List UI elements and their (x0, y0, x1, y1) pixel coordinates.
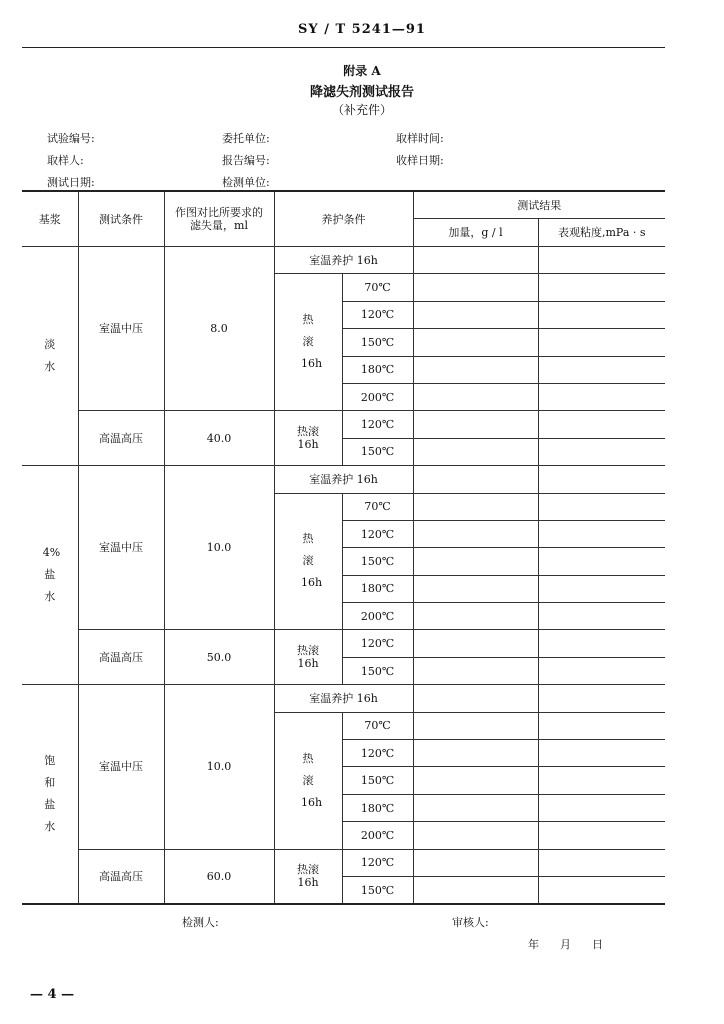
result-dosage[interactable] (413, 575, 538, 602)
standard-number: SY / T 5241—91 (298, 22, 426, 37)
result-dosage[interactable] (413, 493, 538, 520)
result-viscosity[interactable] (538, 493, 665, 520)
result-dosage[interactable] (413, 356, 538, 383)
result-viscosity[interactable] (538, 466, 665, 493)
cure-hot-roll-short: 热滚 16h (274, 630, 342, 685)
reviewer-label: 审核人: (452, 916, 489, 929)
result-viscosity[interactable] (538, 356, 665, 383)
condition-medium-pressure: 室温中压 (78, 466, 164, 630)
loss-high: 50.0 (164, 630, 274, 685)
result-dosage[interactable] (413, 712, 538, 739)
condition-medium-pressure: 室温中压 (78, 247, 164, 411)
result-dosage[interactable] (413, 630, 538, 657)
result-viscosity[interactable] (538, 657, 665, 684)
loss-high: 40.0 (164, 411, 274, 466)
cure-room-temp: 室温养护 16h (274, 247, 413, 274)
result-dosage[interactable] (413, 794, 538, 821)
temp-cell: 70℃ (342, 274, 413, 301)
result-viscosity[interactable] (538, 438, 665, 465)
cure-room-temp: 室温养护 16h (274, 685, 413, 712)
result-dosage[interactable] (413, 466, 538, 493)
temp-cell: 200℃ (342, 383, 413, 410)
result-viscosity[interactable] (538, 849, 665, 876)
temp-cell: 70℃ (342, 712, 413, 739)
header-base: 基浆 (22, 191, 78, 247)
result-dosage[interactable] (413, 849, 538, 876)
result-viscosity[interactable] (538, 383, 665, 410)
result-dosage[interactable] (413, 548, 538, 575)
cure-room-temp: 室温养护 16h (274, 466, 413, 493)
sampler-label: 取样人: (47, 154, 84, 167)
temp-cell: 70℃ (342, 493, 413, 520)
condition-high-pressure: 高温高压 (78, 411, 164, 466)
temp-cell: 120℃ (342, 411, 413, 438)
result-dosage[interactable] (413, 301, 538, 328)
result-viscosity[interactable] (538, 274, 665, 301)
result-viscosity[interactable] (538, 603, 665, 630)
result-dosage[interactable] (413, 411, 538, 438)
temp-cell: 120℃ (342, 740, 413, 767)
result-dosage[interactable] (413, 603, 538, 630)
temp-cell: 200℃ (342, 822, 413, 849)
result-dosage[interactable] (413, 657, 538, 684)
test-no-label: 试验编号: (47, 132, 95, 145)
base-fresh-water: 淡水 (22, 247, 78, 466)
document-title: 降滤失剂测试报告 (309, 85, 414, 100)
result-dosage[interactable] (413, 383, 538, 410)
base-saturated-brine: 饱和盐水 (22, 685, 78, 905)
sample-time-label: 取样时间: (396, 132, 444, 145)
test-unit-label: 检测单位: (222, 176, 270, 189)
page-number: — 4 — (30, 987, 75, 1002)
appendix-label: 附录 A (343, 64, 381, 78)
result-viscosity[interactable] (538, 411, 665, 438)
result-viscosity[interactable] (538, 794, 665, 821)
temp-cell: 150℃ (342, 876, 413, 904)
result-viscosity[interactable] (538, 712, 665, 739)
condition-medium-pressure: 室温中压 (78, 685, 164, 849)
result-viscosity[interactable] (538, 767, 665, 794)
temp-cell: 120℃ (342, 301, 413, 328)
result-viscosity[interactable] (538, 575, 665, 602)
result-viscosity[interactable] (538, 685, 665, 712)
header-loss-requirement: 作图对比所要求的滤失量，ml (164, 191, 274, 247)
temp-cell: 150℃ (342, 657, 413, 684)
temp-cell: 180℃ (342, 356, 413, 383)
date-label: 年 月 日 (528, 938, 603, 951)
result-viscosity[interactable] (538, 822, 665, 849)
loss-medium: 10.0 (164, 685, 274, 849)
header-result: 测试结果 (413, 191, 665, 219)
result-viscosity[interactable] (538, 301, 665, 328)
temp-cell: 150℃ (342, 767, 413, 794)
test-date-label: 测试日期: (47, 176, 95, 189)
report-table (22, 190, 665, 905)
header-divider (22, 47, 665, 48)
result-viscosity[interactable] (538, 630, 665, 657)
cure-hot-roll-short: 热滚 16h (274, 849, 342, 904)
temp-cell: 120℃ (342, 630, 413, 657)
report-no-label: 报告编号: (222, 154, 270, 167)
temp-cell: 150℃ (342, 548, 413, 575)
temp-cell: 200℃ (342, 603, 413, 630)
loss-high: 60.0 (164, 849, 274, 904)
temp-cell: 180℃ (342, 575, 413, 602)
condition-high-pressure: 高温高压 (78, 849, 164, 904)
loss-medium: 8.0 (164, 247, 274, 411)
result-viscosity[interactable] (538, 740, 665, 767)
client-label: 委托单位: (222, 132, 270, 145)
base-4pct-brine: 4%盐水 (22, 466, 78, 685)
loss-medium: 10.0 (164, 466, 274, 630)
result-viscosity[interactable] (538, 876, 665, 904)
receive-date-label: 收样日期: (396, 154, 444, 167)
result-dosage[interactable] (413, 685, 538, 712)
result-dosage[interactable] (413, 520, 538, 547)
condition-high-pressure: 高温高压 (78, 630, 164, 685)
cure-hot-roll: 热滚16h (274, 493, 342, 630)
result-dosage[interactable] (413, 822, 538, 849)
result-dosage[interactable] (413, 876, 538, 904)
result-viscosity[interactable] (538, 247, 665, 274)
header-viscosity: 表观粘度,mPa · s (538, 219, 665, 247)
result-dosage[interactable] (413, 740, 538, 767)
document-subtitle: （补充件） (331, 103, 392, 117)
tester-label: 检测人: (182, 916, 219, 929)
cure-hot-roll: 热滚16h (274, 274, 342, 411)
cure-hot-roll-short: 热滚 16h (274, 411, 342, 466)
result-dosage[interactable] (413, 274, 538, 301)
temp-cell: 150℃ (342, 329, 413, 356)
temp-cell: 120℃ (342, 520, 413, 547)
header-dosage: 加量，g / l (413, 219, 538, 247)
result-dosage[interactable] (413, 247, 538, 274)
header-cure: 养护条件 (274, 191, 413, 247)
result-dosage[interactable] (413, 767, 538, 794)
temp-cell: 150℃ (342, 438, 413, 465)
result-viscosity[interactable] (538, 548, 665, 575)
cure-hot-roll: 热滚16h (274, 712, 342, 849)
temp-cell: 180℃ (342, 794, 413, 821)
result-viscosity[interactable] (538, 329, 665, 356)
header-condition: 测试条件 (78, 191, 164, 247)
result-dosage[interactable] (413, 438, 538, 465)
temp-cell: 120℃ (342, 849, 413, 876)
result-dosage[interactable] (413, 329, 538, 356)
result-viscosity[interactable] (538, 520, 665, 547)
